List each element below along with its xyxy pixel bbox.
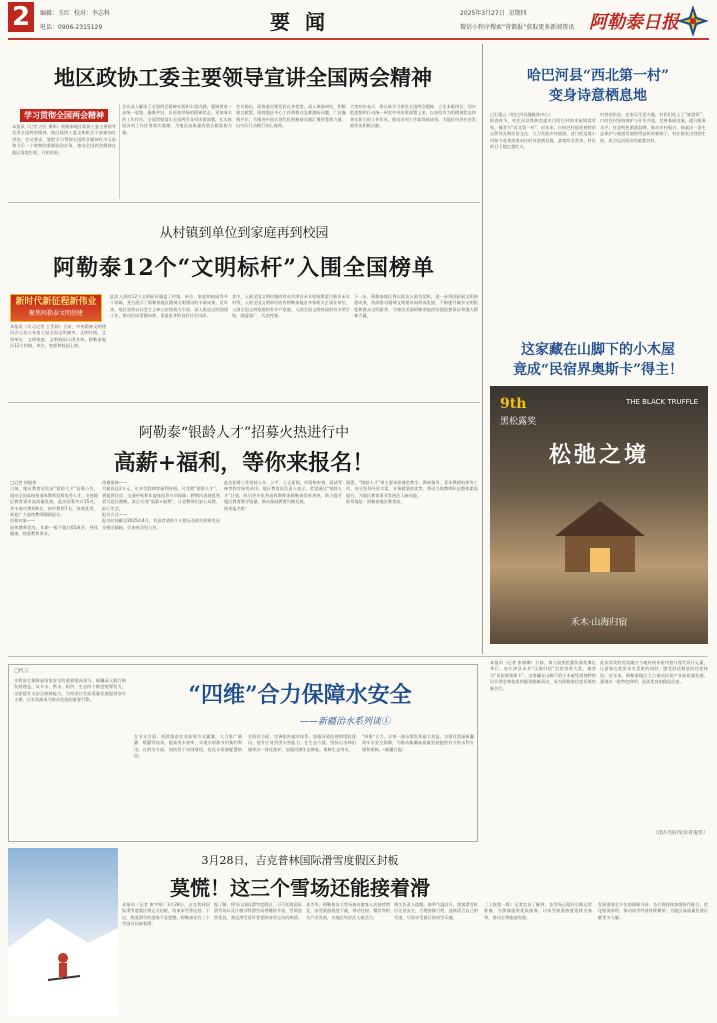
sidebar1-body-col2: 村里的民宿、农家乐生意火爆，村民们吃上了“旅游饭”。白哈巴村坚持保护与开发并重，完善基础设施，提升服务水平，打造特色旅游品牌，推动乡村振兴，探索出一条生态保护与旅游发展相得益彰的新路子，村庄焕发出勃勃生机，成为远近闻名的旅游名村。 (600, 112, 706, 143)
article1-kicker: 学习贯彻全国两会精神 (20, 109, 108, 122)
article5-body-col3: 本雪季，阿勒泰各大雪场接待游客人次持续增长，冰雪旅游热度不减，带动住宿、餐饮等相关产业发展，为地区经济注入新活力。 (306, 902, 390, 920)
article2-body-col2: 此次入围的12个文明标杆涵盖了村镇、单位、家庭和校园等多个领域，充分展示了阿勒泰地区精神文明建设的丰硕成果。近年来，地区坚持以社会主义核心价值观为引领，深入推进文明创建工作，推动形成崇德向善、见贤思齐的良好社会风尚。 (110, 294, 228, 319)
article4-byline: □代立 (14, 668, 29, 674)
article3-body-col2: 待遇保障—— 月薪高达2万元，年享受假期等福利待遇。凡受聘“银龄人才”，将提供住房、交通补贴和年度体检等多项保障；聘期内表现优秀者可延长聘期，真正实现“高薪+福利”，让老教师们安心从教、舒心生活。 报名方式—— 报名时间截至2025年4月，有意者请将个人简历及相关材料发送至指定邮箱，咨询电话见公告。 (102, 480, 220, 530)
article5-body-col6: 发展需要全方位的保障支持，各方将持续加强协作配合，优化服务供给，推动冰雪经济持续繁荣，为地区高质量发展贡献更多力量。 (598, 902, 708, 920)
article1-bottom-rule (8, 202, 480, 203)
article5-body-col1: 本报讯（记者 崔宇萌）3月28日，吉克普林国际滑雪度假区将正式封板，结束本雪季运营。不过，热爱滑雪的游客不必遗憾，阿勒泰还有三个雪场可以接着滑。 (122, 902, 210, 927)
article2-body-col1: 本报讯（实习记者 王雪娟）日前，中央精神文明建设办公室公布第七届全国文明城市、文明村镇、文明单位、文明家庭、文明校园入围名单，阿勒泰地区12个村镇、单位、家庭和校园上榜。 (10, 324, 106, 349)
article4-subtitle: ——新疆治水系列谈① (300, 717, 391, 727)
article2-headline: 阿勒泰12个“文明标杆”入围全国榜单 (53, 255, 435, 281)
article2-body-col4: 下一步，阿勒泰地区将以此次入围为契机，进一步巩固拓展文明创建成果，持续推动精神文明建设向纵深发展，不断提升城乡文明程度和群众文明素养，为建设美丽阿勒泰提供坚强思想保证和强大精神力量。 (354, 294, 478, 319)
article2-badge (10, 294, 102, 322)
sidebar1-headline-line2: 变身诗意栖息地 (549, 88, 647, 104)
paper-name: 阿勒泰日报 (589, 12, 679, 33)
sidebar2-photo (490, 386, 708, 644)
badge-line1: 新时代新征程新伟业 (15, 297, 97, 307)
phone-line: 电话：0906-2315129 (40, 24, 103, 31)
photo-brand: THE BLACK TRUFFLE (625, 398, 698, 406)
subscribe-note: 微信小程序搜索“营都报”获取更多新闻资讯 (460, 24, 575, 31)
article3-bottom-rule (8, 656, 708, 657)
sidebar2-headline (488, 340, 708, 380)
article3-body-col1: □记者 胡俊秀 日前，地区教育局发布“银龄人才”招募公告，面向全国高校和退休教师招募优秀人才，支持地区教育事业高质量发展。此次招募共计15名，其中高中教师8名、初中教师7名，待遇优厚，欢迎广大退休教师踊跃报名。 招募对象—— 退休教师优先，年龄一般不超过65周岁，身体健康，热爱教育事业。 (10, 480, 98, 537)
article3-headline: 高薪+福利，等你来报名！ (113, 450, 375, 476)
editor-line: 编辑：玉红 校对：李志科 (40, 10, 110, 17)
date-line: 2025年3月27日 星期四 (460, 10, 527, 17)
photo-badge: 9th (500, 396, 527, 412)
sidebar2-body-col2: 此次获奖的民宿融合当地传统木屋风格与现代设计元素，让游客在欣赏禾木美景的同时，感受舒适惬意的住宿体验。近年来，阿勒泰地区大力推动民宿产业高质量发展，涌现出一批特色鲜明、品质优良的精品民宿。 (600, 660, 708, 685)
article4-body-col4: “四维”合力，让每一滴水都发挥最大效益，为建设美丽新疆筑牢水安全屏障，为推动新疆高质量发展提供有力的水利支撑和保障。（新疆日报） (362, 734, 474, 752)
article4-body-left: 水利安全保障是国家安全的重要组成部分。新疆深入践行新发展理念，从节水、供水、防洪、生态四个维度统筹发力，全面提升水安全保障能力，为经济社会高质量发展提供坚实支撑，让水资源成为推动发展的重要引擎。 (14, 678, 126, 703)
article5-photo (8, 848, 118, 1016)
photo-award: 黑松露奖 (500, 417, 537, 427)
cabin-icon (545, 496, 655, 576)
masthead-rule (8, 38, 709, 40)
article5-kicker: 3月28日，吉克普林国际滑雪度假区封板 (201, 854, 399, 867)
sidebar2-headline-line1: 这家藏在山脚下的小木屋 (521, 342, 675, 358)
article5-body-col5: （上接第一版）记者走访了解到，各雪场正做好后期运营准备，为游客提供优质服务，让冰雪旅游热度延续至春季，推动全季旅游发展。 (484, 902, 592, 920)
page-number: 2 (8, 2, 34, 32)
sidebar2-headline-line2: 竟成“民宿界奥斯卡”得主！ (512, 362, 684, 378)
sidebar1-headline-line1: 哈巴河县“西北第一村” (526, 68, 670, 84)
article5-headline: 莫慌！这三个雪场还能接着滑 (170, 876, 430, 900)
article2-bottom-rule (8, 402, 480, 403)
article3-kicker: 阿勒泰“银龄人才”招募火热进行中 (138, 425, 350, 441)
article1-body-col3: 会议指出，政协委员要发挥自身优势，深入调查研究，积极建言献策，围绕地区中心工作和群众急难愁盼问题，广泛凝聚共识，为推进中国式现代化阿勒泰实践汇聚智慧和力量，以实际行动践行初心使命。 (236, 104, 346, 129)
col-divider (119, 104, 120, 199)
badge-line2: 聚焦阿勒泰文明创建 (28, 310, 83, 317)
article1-body-col4: 大家纷纷表示，将认真学习领会全国两会精神，立足本职岗位，切实把思想和行动统一到党中央决策部署上来，以奋发有为的精神状态和务实担当的工作作风，推动各项工作取得新成效，为地区经济社会发展作出积极贡献。 (350, 104, 476, 129)
article4-body-col3: 在防洪方面，完善防洪减灾体系，加强河道治理和堤防建设，提升应对洪涝灾害能力。在生态方面，坚持山水林田湖草沙一体化保护，加强河湖生态修复，保障生态用水。 (248, 734, 356, 752)
article3-body-col3: 此次招募工作坚持公开、公平、公正原则，经资格审查、面试考核等程序择优录用。地区教育局负责人表示，希望通过“银龄人才”计划，吸引更多优秀退休教师来阿勒泰发挥余热，助力提升地区教育教学质量，推动基础教育均衡发展。 快来报名吧！ (224, 480, 342, 511)
article3-body-col4: 据悉，“银龄人才”将主要承担课堂教学、教研指导、青年教师培养等工作，充分发挥经验丰富、业务精湛的优势，带动当地教师队伍整体素质提升，为地区教育事业发展注入新动能。 联系地址：阿勒泰地区教育局。 (346, 480, 478, 505)
sidebar2-body-col1: 本报讯（记者 张瑞娜）日前，第九届黑松露奖颁奖典礼举行，布尔津县禾木“山海归宿”民宿荣获大奖，被誉为“民宿界奥斯卡”。这家藏在山脚下的小木屋凭借独特的设计理念和优质的服务脱颖而出，成为阿勒泰民宿发展的新名片。 (490, 660, 596, 691)
sidebar1-headline (488, 66, 708, 106)
sidebar1-body-col1: □石俊云（哈巴河县融媒体中心） 阳春时节，哈巴河县铁热克提乡白哈巴村的木屋错落有致，被誉为“西北第一村”。近年来，白哈巴村依托独特的自然风光和民俗文化，大力发展乡村旅游，昔日的边境小村如今变身游客向往的诗意栖息地，游客纷至沓来，村民的日子越过越红火。 (490, 112, 596, 150)
article1-body-col2: 会议深入解读了全国两会精神实质和丰富内涵，强调要进一步统一思想、凝聚共识，以更加昂扬的精神状态、更加务实的工作作风，全面贯彻落实全国两会各项决策部署，扎实推进各项工作任务落实落细，为地区高质量发展贡献政协力量。 (122, 104, 232, 135)
article1-headline: 地区政协工委主要领导宣讲全国两会精神 (54, 65, 432, 90)
sidebar-divider (482, 44, 483, 654)
photo-caption: 禾木·山海归宿 (570, 618, 628, 628)
sidebar2-credit: （图片均由受访者提供） (652, 830, 708, 836)
article1-body-col1: 本报讯（记者 吉扎 摄影）阿勒泰地区政协工委主要领导宣讲全国两会精神，地区政协工委全体机关干部参加宣讲会。会议要求，要把学习贯彻全国两会精神作为当前和今后一个时期的重要政治任务，推动全国两会精神在地区落地生根、开花结果。 (12, 124, 116, 155)
article5-body-col2: 据了解，将军山国际滑雪度假区、可可托海国际滑雪场以及汗德尕特滑雪场将继续开放，雪质依然优良，满足滑雪爱好者延续冰雪运动的热情。 (214, 902, 302, 920)
article5-body-col4: 相关负责人提醒，春季气温回升，游客滑雪时应注意安全，合理安排行程，选择适合自己的雪道，尽情享受最后的冰雪乐趣。 (394, 902, 478, 920)
article2-kicker: 从村镇到单位到家庭再到校园 (159, 226, 329, 241)
article4-headline: “四维”合力保障水安全 (188, 682, 412, 708)
section-title: 要 闻 (270, 10, 329, 34)
skier-icon (8, 848, 118, 1016)
article4-body-col2: 在节水方面，持续推进农业高效节水灌溉，大力推广滴灌、喷灌等技术，提高用水效率，实现水资源节约集约利用。在供水方面，加快骨干水网建设，优化水资源配置格局。 (134, 734, 242, 759)
article2-body-col3: 其中，入围全国文明村镇的有布尔津县禾木哈纳斯蒙古族乡禾木村等，入围全国文明单位的有阿勒泰地区多家机关企事业单位，入围全国文明家庭的有多户家庭，入围全国文明校园的有多所学校，涵盖面广、代表性强。 (232, 294, 350, 319)
newspaper-logo-icon (676, 4, 710, 38)
photo-title: 松弛之境 (548, 442, 649, 468)
